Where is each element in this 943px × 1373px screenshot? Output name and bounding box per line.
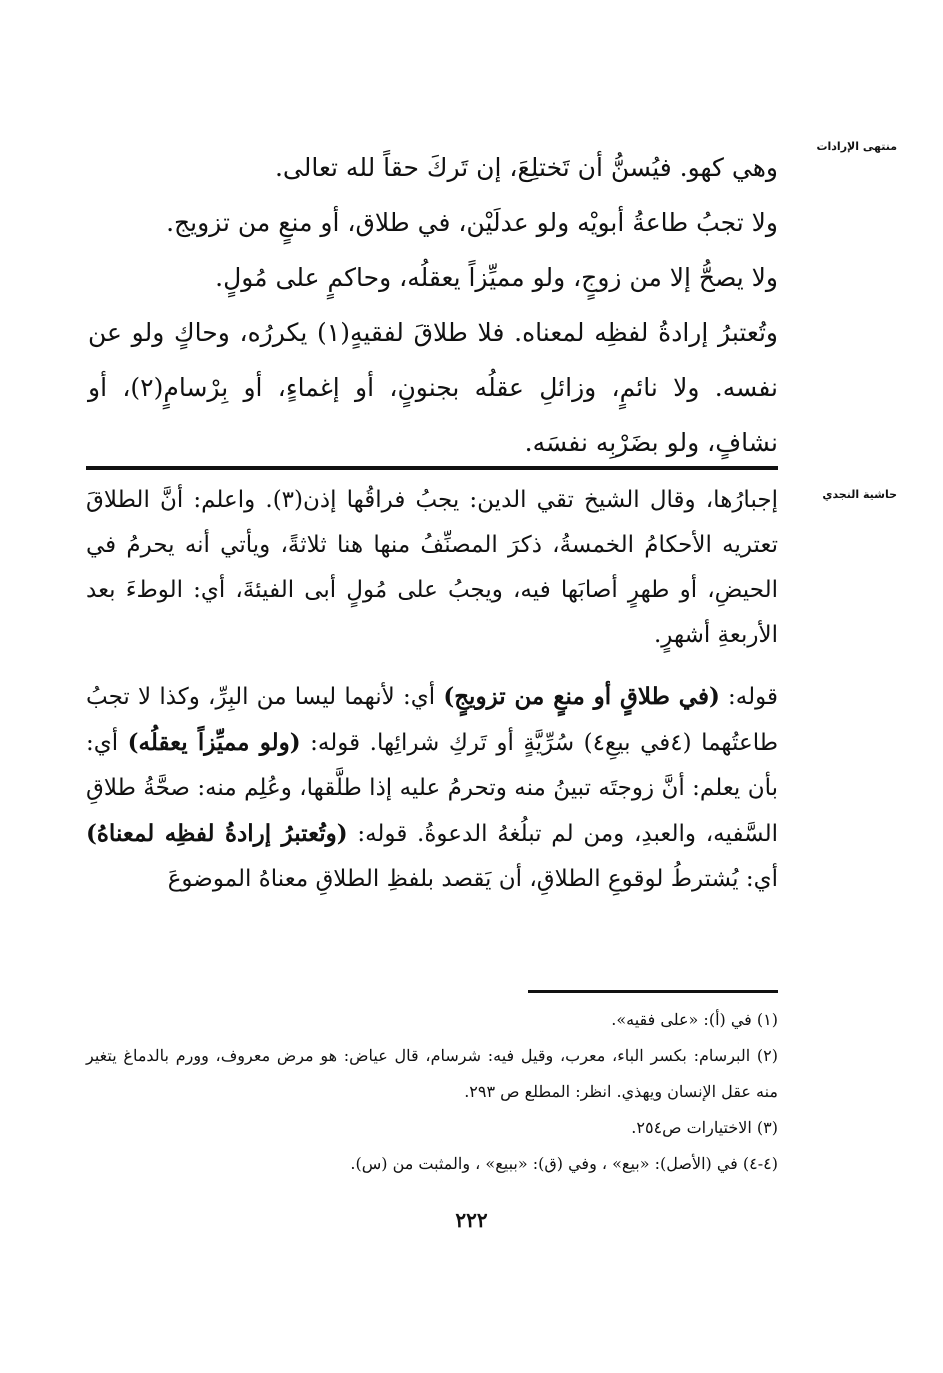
footnote: (٣) الاختيارات ص٢٥٤. [631, 1118, 778, 1137]
main-text-line: وهي كهو. فيُسنُّ أن تَختلِعَ، إن تَركَ حقاً لله تعالى. [274, 153, 778, 182]
footnotes-block [86, 1002, 778, 1182]
commentary-block [86, 478, 778, 902]
footnote-divider [528, 990, 778, 993]
commentary-text: قوله: [719, 684, 778, 710]
book-title-label: منتهى الإرادات [816, 140, 897, 153]
main-text-line: ولا يصحُّ إلا من زوجٍ، ولو مميِّزاً يعقلُه، وحاكمٍ على مُولٍ. [215, 263, 778, 292]
main-text-block [88, 140, 778, 470]
commentary-title-label: حاشية النجدي [822, 488, 897, 501]
main-text-line: ولا تجبُ طاعةُ أبويْه ولو عدلَيْن، في طلاق، أو منعٍ من تزويج. [166, 208, 778, 237]
commentary-text: أي: بأن يعلم: أنَّ زوجتَه تبينُ منه وتحرمُ عليه إذا طلَّقها، وعُلِم منه: صحَّةُ طلاقِ السَّفيه، والعبدِ، ومن لم تبلُغهُ الدعوةُ. قوله: [86, 730, 778, 847]
commentary-text: أي: لأنهما ليسا من البِرِّ، وكذا لا تجبُ طاعتُهما (٤في بيعِ٤) سُرِّيَّةٍ أو تَركِ شرائِها. قوله: [86, 684, 779, 756]
page-number: ٢٢٢ [455, 1208, 488, 1232]
commentary-text: أي: يُشترطُ لوقوعِ الطلاقِ، أن يَقصد بلفظِ الطلاقِ معناهُ الموضوعَ [167, 866, 778, 892]
commentary-paragraph [86, 674, 778, 902]
main-text-line: وتُعتبرُ إرادةُ لفظِه لمعناه. فلا طلاقَ لفقيهٍ(١) يكررُه، وحاكٍ ولو عن نفسه. ولا نائمٍ، وزائلِ عقلُه بجنونٍ، أو إغماءٍ، أو بِرْسامٍ(٢)، أو نشافٍ، ولو بضَرْبِه نفسَه. [88, 318, 779, 457]
commentary-paragraph: إجبارُها، وقال الشيخ تقي الدين: يجبُ فراقُها إذن(٣). واعلم: أنَّ الطلاقَ تعتريه الأحكامُ الخمسةُ، ذكرَ المصنِّفُ منها هنا ثلاثةً، ويأتي أنه يحرمُ في الحيضِ، أو طهرٍ أصابَها فيه، ويجبُ على مُولٍ أبى الفيئةَ، أي: الوطءَ بعد الأربعةِ أشهرٍ. [86, 487, 778, 648]
footnote: (٢) البرسام: بكسر الباء، معرب، وقيل فيه: شرسام، قال عياض: هو مرض معروف، وورم بالدماغ يتغير منه عقل الإنسان ويهذي. انظر: المطلع ص ٢٩٣. [86, 1046, 778, 1101]
footnote: (١) في (أ): «على فقيه». [611, 1010, 778, 1029]
quoted-phrase: (في طلاقٍ أو منعٍ من تزويجٍ) [443, 683, 720, 710]
section-divider [86, 466, 778, 470]
footnote: (٤-٤) في (الأصل): «بيع» ، وفي (ق): «ببيع» ، والمثبت من (س). [350, 1154, 778, 1173]
quoted-phrase: (ولو مميِّزاً يعقلُه) [127, 729, 301, 756]
quoted-phrase: (وتُعتبرُ إرادةُ لفظِه لمعناهُ) [86, 820, 348, 847]
